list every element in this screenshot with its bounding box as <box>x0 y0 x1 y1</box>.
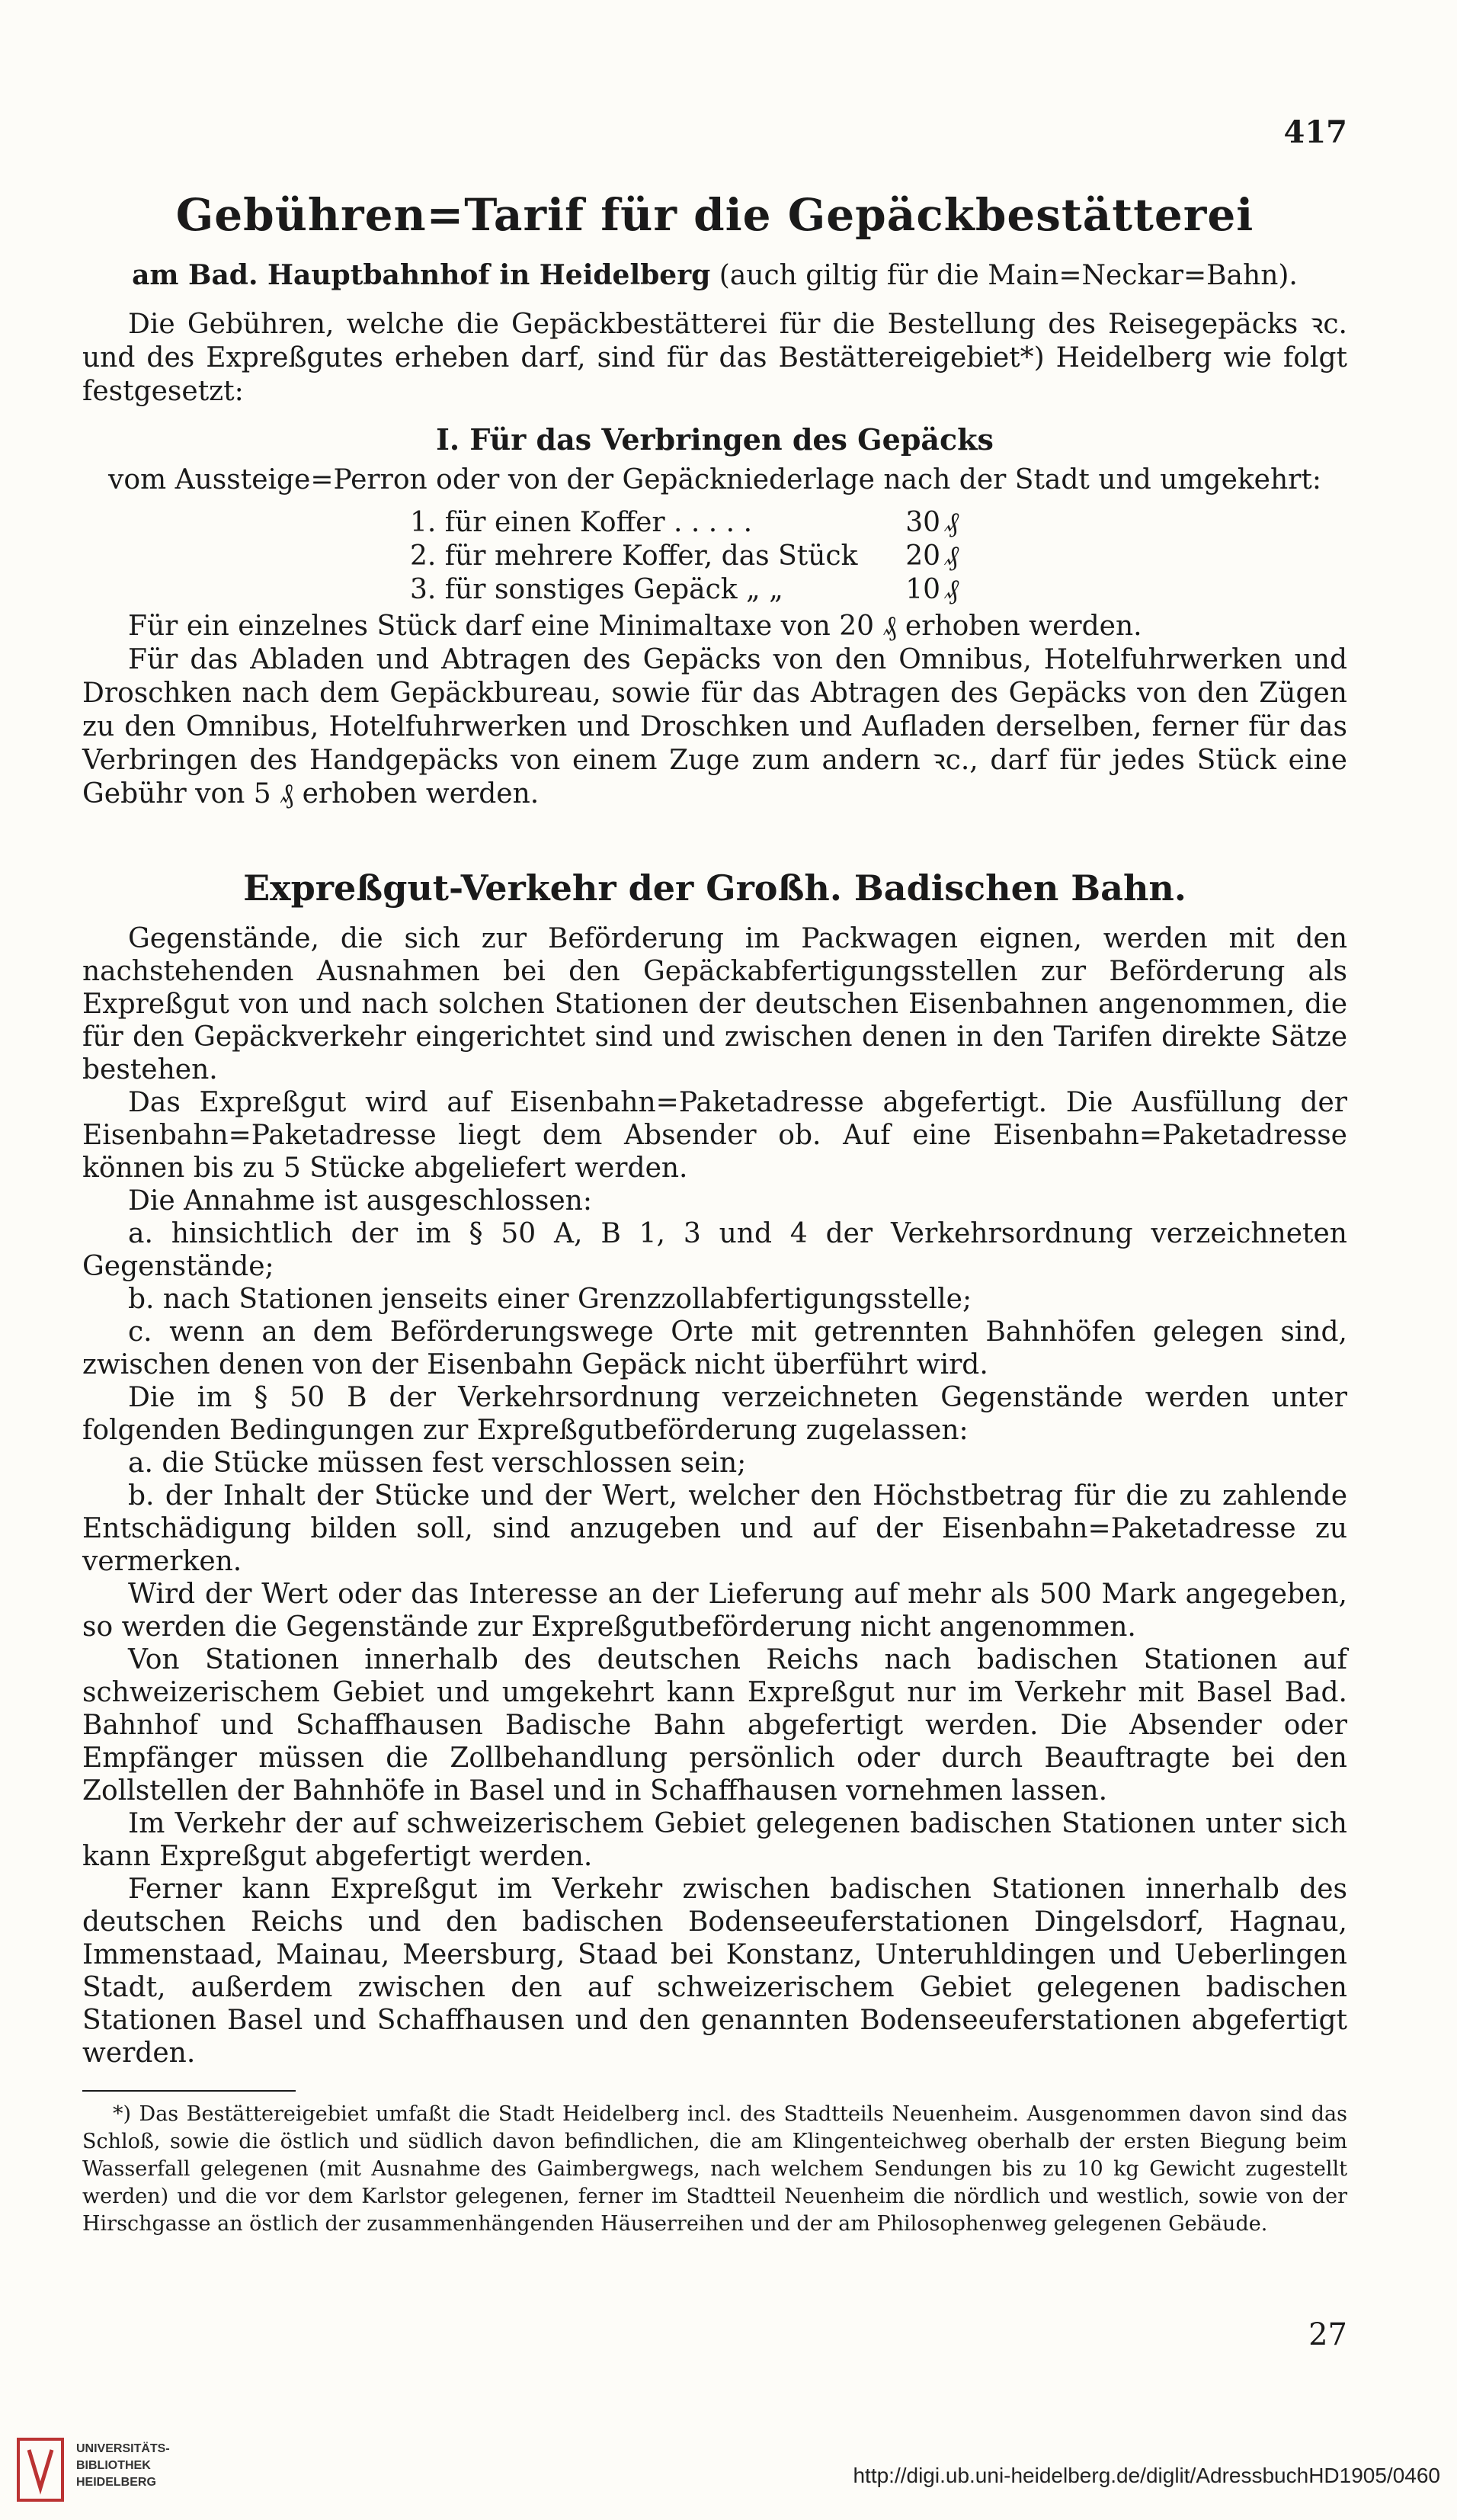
signature-mark: 27 <box>1308 2317 1347 2352</box>
library-logo-icon <box>14 2435 67 2505</box>
intro-paragraph: Die Gebühren, welche die Gepäckbestätterei für die Bestellung des Reisegepäcks ꝛc. und des Expreßgutes erheben darf, sind für das Bestättereigebiet*) Heidelberg wie folgt festgesetzt: <box>82 309 1347 407</box>
footnote-text: *) Das Bestättereigebiet umfaßt die Stadt Heidelberg incl. des Stadtteils Neuenheim. Ausgenommen davon sind das Schloß, sowie die östlich und südlich davon befindlichen, die am Klingenteichweg oberhalb der ersten Biegung beim Wasserfall gelegenen (mit Ausnahme des Gaimbergwegs, nach welchem Sendungen bis zu 10 kg Gewicht zugestellt werden) und die vor dem Karlstor gelegenen, ferner im Stadtteil Neuenheim die nördlich und westlich, sowie von der Hirschgasse an östlich der zusammenhängenden Häuserreihen und der am Philosophenweg gelegenen Gebäude. <box>82 2102 1347 2236</box>
express-paragraph: Das Expreßgut wird auf Eisenbahn=Paketadresse abgefertigt. Die Ausfüllung der Eisenbahn=Paketadresse liegt dem Absender ob. Auf eine Eisenbahn=Paketadresse können bis zu 5 Stücke abgeliefert werden. <box>82 1087 1347 1184</box>
subtitle-rest: (auch giltig für die Main=Neckar=Bahn). <box>710 260 1298 291</box>
express-paragraph: Wird der Wert oder das Interesse an der Lieferung auf mehr als 500 Mark angegeben, so werden die Gegenstände zur Expreßgutbeförderung nicht angenommen. <box>82 1579 1347 1643</box>
footnote-divider <box>82 2090 296 2092</box>
page-subtitle <box>82 259 1347 291</box>
pfennig-symbol: ₰ <box>945 574 959 605</box>
library-name: UNIVERSITÄTS- BIBLIOTHEK HEIDELBERG <box>76 2442 170 2489</box>
min-tax-paragraph: Für ein einzelnes Stück darf eine Minimaltaxe von 20 ₰ erhoben werden. <box>128 611 1142 642</box>
rate-label: 2. für mehrere Koffer, das Stück <box>410 540 858 572</box>
express-paragraph: Die Annahme ist ausgeschlossen: <box>128 1185 592 1217</box>
rate-label: 3. für sonstiges Gepäck „ „ <box>410 574 783 605</box>
rates-list <box>410 506 959 607</box>
footnote <box>82 2101 1347 2238</box>
rate-row <box>410 506 959 540</box>
express-paragraph: Im Verkehr der auf schweizerischem Gebiet gelegenen badischen Stationen unter sich kann Expreßgut abgefertigt werden. <box>82 1808 1347 1872</box>
section1-subheading-block <box>82 463 1347 497</box>
section2-title: Expreßgut-Verkehr der Großh. Badischen Bahn. <box>243 867 1186 909</box>
express-paragraph: Ferner kann Expreßgut im Verkehr zwischen badischen Stationen innerhalb des deutschen Reichs und den badischen Bodenseeuferstationen Dingelsdorf, Hagnau, Immenstaad, Mainau, Meersburg, Staad bei Konstanz, Unteruhldingen und Ueberlingen Stadt, außerdem zwischen den auf schweizerischem Gebiet gelegenen badischen Stationen Basel und Schaffhausen und den genannten Bodenseeuferstationen abgefertigt werden. <box>82 1874 1347 2069</box>
rate-value: 30 ₰ <box>905 507 959 538</box>
express-paragraph: Gegenstände, die sich zur Beförderung im Packwagen eignen, werden mit den nachstehenden Ausnahmen bei den Gepäckabfertigungsstellen zur Beförderung als Expreßgut von und nach solchen Stationen der deutschen Eisenbahnen angenommen, die für den Gepäckverkehr eingerichtet sind und zwischen denen in den Tarifen direkte Sätze bestehen. <box>82 923 1347 1085</box>
express-block <box>82 922 1347 2070</box>
source-url-link[interactable]: http://digi.ub.uni-heidelberg.de/diglit/AdressbuchHD1905/0460 <box>853 2464 1440 2487</box>
express-paragraph: b. der Inhalt der Stücke und der Wert, welcher den Höchstbetrag für die zu zahlende Entschädigung bilden soll, sind anzugeben und auf der Eisenbahn=Paketadresse zu vermerken. <box>82 1480 1347 1577</box>
pfennig-symbol: ₰ <box>945 540 959 572</box>
abladen-paragraph: Für das Abladen und Abtragen des Gepäcks von den Omnibus, Hotelfuhrwerken und Droschken nach dem Gepäckbureau, sowie für das Abtragen des Gepäcks von den Zügen zu den Omnibus, Hotelfuhrwerken und Droschken und Aufladen derselben, ferner für das Verbringen des Handgepäcks von einem Zuge zum andern ꝛc., darf für jedes Stück eine Gebühr von 5 ₰ erhoben werden. <box>82 644 1347 810</box>
section1-subheading: vom Aussteige=Perron oder von der Gepäckniederlage nach der Stadt und umgekehrt: <box>108 464 1321 495</box>
express-paragraph: c. wenn an dem Beförderungswege Orte mit getrennten Bahnhöfen gelegen sind, zwischen denen von der Eisenbahn Gepäck nicht überführt wird. <box>82 1316 1347 1380</box>
rate-value: 10 ₰ <box>905 574 959 605</box>
rate-row <box>410 573 959 607</box>
pfennig-symbol: ₰ <box>945 507 959 538</box>
page-number: 417 <box>1283 114 1347 150</box>
express-paragraph: Von Stationen innerhalb des deutschen Reichs nach badischen Stationen auf schweizerischem Gebiet und umgekehrt kann Expreßgut nur im Verkehr mit Basel Bad. Bahnhof und Schaffhausen Badische Bahn abgefertigt werden. Die Absender oder Empfänger müssen die Zollbehandlung persönlich oder durch Beauftragte bei den Zollstellen der Bahnhöfe in Basel und in Schaffhausen vornehmen lassen. <box>82 1644 1347 1807</box>
section1-heading: I. Für das Verbringen des Gepäcks <box>436 422 994 457</box>
intro-block <box>82 308 1347 409</box>
rate-label: 1. für einen Koffer . . . . . <box>410 507 753 538</box>
express-paragraph: a. hinsichtlich der im § 50 A, B 1, 3 und 4 der Verkehrsordnung verzeichneten Gegenstände; <box>82 1218 1347 1282</box>
rate-row <box>410 540 959 573</box>
express-paragraph: b. nach Stationen jenseits einer Grenzzollabfertigungsstelle; <box>128 1284 972 1315</box>
tariff-notes-block <box>82 610 1347 811</box>
rate-value: 20 ₰ <box>905 540 959 572</box>
express-paragraph: a. die Stücke müssen fest verschlossen sein; <box>128 1448 747 1479</box>
express-paragraph: Die im § 50 B der Verkehrsordnung verzeichneten Gegenstände werden unter folgenden Bedingungen zur Expreßgutbeförderung zugelassen: <box>82 1382 1347 1446</box>
subtitle-bold: am Bad. Hauptbahnhof in Heidelberg <box>132 259 711 291</box>
page-title: Gebühren=Tarif für die Gepäckbestätterei <box>175 189 1254 241</box>
